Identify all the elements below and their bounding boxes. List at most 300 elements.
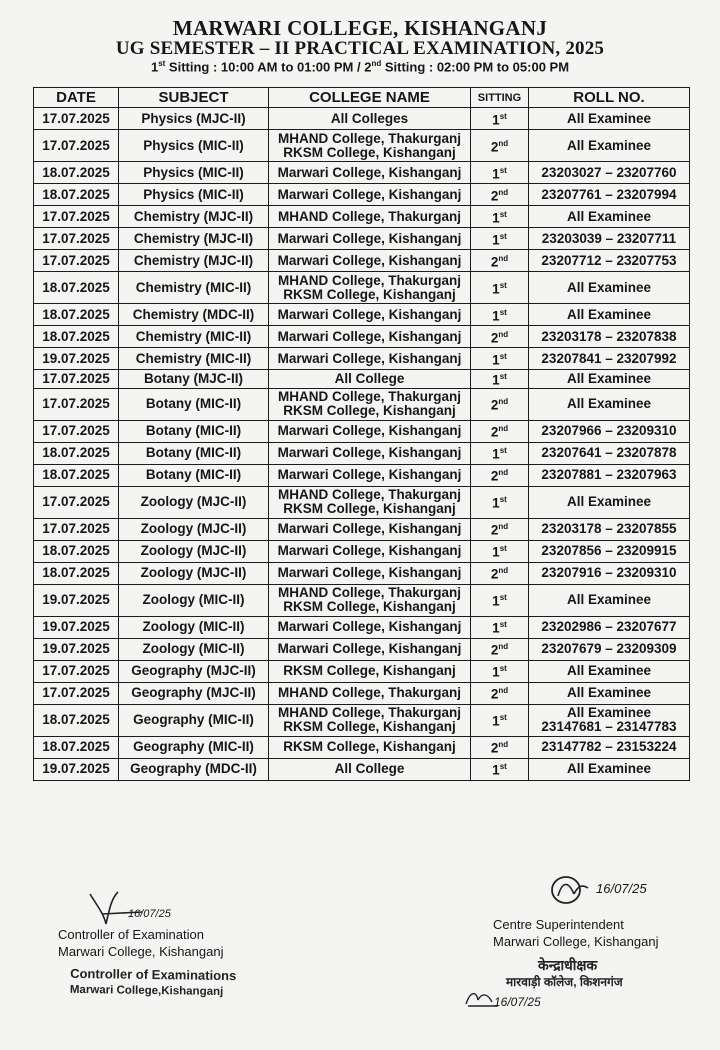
table-row: [34, 326, 690, 348]
cell-sitting: [471, 616, 529, 638]
college-name-line: All Colleges: [330, 110, 409, 126]
sitting-suffix: nd: [498, 522, 509, 532]
cell-sitting: [471, 370, 529, 389]
college-name-line: RKSM College, Kishanganj: [283, 719, 456, 734]
sitting-number: 1: [492, 166, 500, 182]
cell-date: 17.07.2025: [34, 250, 119, 272]
table-row: [34, 682, 690, 704]
roll-no-line: 23203178 – 23207838: [541, 328, 677, 344]
sitting-suffix: st: [499, 593, 507, 603]
cell-date: 17.07.2025: [34, 206, 119, 228]
sitting-number: 1: [492, 112, 500, 128]
cell-roll-no: [529, 616, 690, 638]
sitting-suffix: st: [499, 165, 507, 175]
college-title: MARWARI COLLEGE, KISHANGANJ: [172, 16, 548, 40]
col-header-college-name: COLLEGE NAME: [269, 88, 471, 108]
cell-date: 18.07.2025: [34, 540, 119, 562]
cell-date: 17.07.2025: [34, 486, 119, 518]
cell-subject: Geography (MJC-II): [119, 682, 269, 704]
cell-sitting: [471, 388, 529, 420]
sitting-suffix: nd: [498, 253, 509, 263]
cell-college-name: [269, 388, 471, 420]
cell-subject: Geography (MJC-II): [119, 660, 269, 682]
sitting-suffix: st: [499, 280, 507, 290]
table-row: [34, 228, 690, 250]
roll-no-line: All Examinee: [566, 494, 652, 509]
controller-stamp: [70, 965, 237, 1001]
table-row: [34, 304, 690, 326]
table-row: [34, 540, 690, 562]
cell-subject: Physics (MJC-II): [119, 108, 269, 130]
practical-schedule-table: [33, 87, 690, 781]
cell-roll-no: [529, 370, 690, 389]
cell-college-name: [269, 250, 471, 272]
cell-date: 19.07.2025: [34, 758, 119, 780]
sitting-suffix: nd: [498, 187, 509, 197]
cell-college-name: [269, 616, 471, 638]
cell-roll-no: [529, 348, 690, 370]
cell-subject: Chemistry (MIC-II): [119, 272, 269, 304]
cell-sitting: [471, 758, 529, 780]
table-row: [34, 584, 690, 616]
table-row: [34, 638, 690, 660]
roll-no-line: All Examinee: [566, 663, 652, 678]
cell-sitting: [471, 108, 529, 130]
table-row: [34, 486, 690, 518]
sitting-suffix: st: [499, 209, 507, 219]
cell-college-name: [269, 348, 471, 370]
cell-date: 17.07.2025: [34, 420, 119, 442]
college-name-line: Marwari College, Kishanganj: [277, 467, 462, 482]
cell-college-name: [269, 162, 471, 184]
college-name-line: Marwari College, Kishanganj: [277, 252, 462, 268]
sitting-suffix: nd: [498, 686, 509, 696]
sitting-number: 1: [492, 372, 500, 388]
college-name-line: All College: [334, 761, 405, 776]
sitting-number: 2: [490, 330, 499, 346]
roll-no-line: 23207881 – 23207963: [541, 467, 677, 482]
cell-sitting: [471, 704, 529, 736]
sitting-suffix: nd: [498, 740, 509, 750]
cell-sitting: [471, 304, 529, 326]
table-row: [34, 130, 690, 162]
cell-sitting: [471, 486, 529, 518]
cell-subject: Zoology (MJC-II): [119, 518, 269, 540]
cell-roll-no: [529, 704, 690, 736]
cell-roll-no: [529, 464, 690, 486]
cell-sitting: [471, 326, 529, 348]
roll-no-line: 23203039 – 23207711: [541, 230, 677, 246]
cell-sitting: [471, 348, 529, 370]
cell-college-name: [269, 518, 471, 540]
sitting-suffix: nd: [498, 329, 509, 339]
cell-subject: Geography (MIC-II): [119, 736, 269, 758]
sitting-suffix: st: [499, 111, 507, 121]
sitting-suffix: st: [499, 307, 507, 317]
sitting-suffix: st: [499, 446, 507, 456]
sitting-number: 1: [492, 762, 500, 778]
cell-date: 18.07.2025: [34, 464, 119, 486]
cell-date: 19.07.2025: [34, 638, 119, 660]
cell-sitting: [471, 272, 529, 304]
sitting-suffix: st: [499, 231, 507, 241]
roll-no-line: 23207856 – 23209915: [541, 543, 677, 558]
superintendent-college: Marwari College, Kishanganj: [493, 934, 659, 949]
col-header-subject: SUBJECT: [119, 88, 269, 108]
roll-no-line: All Examinee: [566, 110, 652, 126]
table-row: [34, 206, 690, 228]
cell-roll-no: [529, 562, 690, 584]
roll-no-line: 23147681 – 23147783: [541, 719, 677, 734]
roll-no-line: All Examinee: [566, 592, 652, 607]
sitting-number: 2: [490, 188, 499, 204]
table-header-row: [34, 88, 690, 108]
cell-sitting: [471, 442, 529, 464]
sitting-number: 1: [492, 495, 500, 511]
cell-roll-no: [529, 584, 690, 616]
sitting-number: 2: [490, 686, 499, 702]
college-name-line: Marwari College, Kishanganj: [277, 328, 462, 344]
cell-college-name: [269, 228, 471, 250]
cell-college-name: [269, 442, 471, 464]
cell-sitting: [471, 420, 529, 442]
cell-college-name: [269, 660, 471, 682]
college-name-line: RKSM College, Kishanganj: [283, 739, 456, 754]
exam-title: UG SEMESTER – II PRACTICAL EXAMINATION, 2025: [115, 38, 605, 59]
cell-sitting: [471, 250, 529, 272]
cell-college-name: [269, 486, 471, 518]
cell-roll-no: [529, 130, 690, 162]
controller-designation: [58, 926, 223, 960]
table-row: [34, 758, 690, 780]
roll-no-line: 23202986 – 23207677: [541, 619, 677, 634]
table-row: [34, 348, 690, 370]
cell-date: 17.07.2025: [34, 370, 119, 389]
sitting-number: 2: [490, 139, 499, 155]
college-name-line: MHAND College, Thakurganj: [277, 487, 461, 502]
cell-sitting: [471, 184, 529, 206]
cell-sitting: [471, 682, 529, 704]
cell-subject: Chemistry (MJC-II): [119, 228, 269, 250]
roll-no-line: All Examinee: [566, 705, 652, 720]
table-row: [34, 660, 690, 682]
sitting-suffix: nd: [498, 138, 509, 148]
sitting-number: 2: [490, 397, 499, 413]
college-name-line: MHAND College, Thakurganj: [277, 208, 461, 224]
college-name-line: Marwari College, Kishanganj: [277, 423, 462, 438]
superintendent-signature: [548, 872, 598, 906]
roll-no-line: 23203178 – 23207855: [541, 521, 677, 536]
cell-college-name: [269, 420, 471, 442]
cell-subject: Zoology (MJC-II): [119, 562, 269, 584]
controller-stamp-line2: Marwari College,Kishanganj: [69, 983, 224, 998]
cell-college-name: [269, 464, 471, 486]
college-name-line: RKSM College, Kishanganj: [283, 599, 456, 614]
college-name-line: All College: [334, 370, 405, 386]
cell-subject: Botany (MJC-II): [119, 370, 269, 389]
cell-subject: Zoology (MIC-II): [119, 616, 269, 638]
cell-sitting: [471, 162, 529, 184]
controller-signature-date: 16/07/25: [128, 908, 171, 920]
cell-college-name: [269, 704, 471, 736]
cell-subject: Geography (MIC-II): [119, 704, 269, 736]
controller-title: Controller of Examination: [58, 927, 204, 942]
cell-subject: Chemistry (MIC-II): [119, 348, 269, 370]
roll-no-line: 23207966 – 23209310: [541, 423, 677, 438]
cell-roll-no: [529, 162, 690, 184]
cell-date: 19.07.2025: [34, 348, 119, 370]
sitting-number: 1: [492, 446, 500, 462]
cell-college-name: [269, 304, 471, 326]
college-name-line: MHAND College, Thakurganj: [277, 705, 461, 720]
college-name-line: Marwari College, Kishanganj: [277, 445, 462, 460]
cell-college-name: [269, 682, 471, 704]
cell-date: 18.07.2025: [34, 736, 119, 758]
cell-date: 19.07.2025: [34, 616, 119, 638]
cell-sitting: [471, 638, 529, 660]
cell-date: 18.07.2025: [34, 326, 119, 348]
sitting-suffix: nd: [498, 468, 509, 478]
cell-date: 17.07.2025: [34, 108, 119, 130]
cell-college-name: [269, 584, 471, 616]
stamp-handwritten-date: 16/07/25: [494, 995, 541, 1009]
cell-roll-no: [529, 736, 690, 758]
cell-subject: Zoology (MJC-II): [119, 486, 269, 518]
cell-sitting: [471, 660, 529, 682]
sitting-number: 1: [492, 210, 500, 226]
college-name-line: Marwari College, Kishanganj: [277, 306, 462, 322]
cell-date: 18.07.2025: [34, 704, 119, 736]
cell-date: 17.07.2025: [34, 130, 119, 162]
superintendent-designation: [493, 916, 658, 950]
cell-date: 19.07.2025: [34, 584, 119, 616]
cell-college-name: [269, 130, 471, 162]
college-name-line: Marwari College, Kishanganj: [277, 230, 462, 246]
table-row: [34, 162, 690, 184]
sitting-suffix: nd: [498, 397, 509, 407]
table-row: [34, 250, 690, 272]
col-header-date: DATE: [34, 88, 119, 108]
table-row: [34, 518, 690, 540]
sitting-suffix: nd: [498, 566, 509, 576]
table-row: [34, 272, 690, 304]
sitting-suffix: st: [499, 620, 507, 630]
cell-date: 17.07.2025: [34, 388, 119, 420]
roll-no-line: 23207712 – 23207753: [541, 252, 677, 268]
table-row: [34, 420, 690, 442]
roll-no-line: All Examinee: [566, 761, 652, 776]
cell-roll-no: [529, 184, 690, 206]
cell-college-name: [269, 638, 471, 660]
roll-no-line: All Examinee: [566, 685, 652, 700]
sitting-number: 2: [490, 254, 499, 270]
cell-subject: Zoology (MIC-II): [119, 638, 269, 660]
roll-no-line: All Examinee: [566, 208, 652, 224]
cell-sitting: [471, 584, 529, 616]
cell-roll-no: [529, 108, 690, 130]
cell-college-name: [269, 108, 471, 130]
cell-date: 18.07.2025: [34, 304, 119, 326]
table-row: [34, 736, 690, 758]
college-name-line: MHAND College, Thakurganj: [277, 389, 461, 404]
cell-date: 17.07.2025: [34, 682, 119, 704]
sitting-number: 2: [490, 642, 499, 658]
cell-subject: Chemistry (MJC-II): [119, 250, 269, 272]
college-name-line: Marwari College, Kishanganj: [277, 619, 462, 634]
cell-sitting: [471, 518, 529, 540]
controller-stamp-line1: Controller of Examinations: [70, 965, 237, 984]
cell-subject: Chemistry (MIC-II): [119, 326, 269, 348]
table-row: [34, 442, 690, 464]
cell-subject: Chemistry (MJC-II): [119, 206, 269, 228]
cell-roll-no: [529, 326, 690, 348]
college-name-line: Marwari College, Kishanganj: [277, 641, 462, 656]
sitting-number: 1: [492, 620, 500, 636]
cell-college-name: [269, 540, 471, 562]
col-header-sitting: SITTING: [471, 88, 529, 108]
cell-date: 18.07.2025: [34, 272, 119, 304]
cell-date: 18.07.2025: [34, 442, 119, 464]
cell-roll-no: [529, 486, 690, 518]
sitting-number: 1: [492, 593, 500, 609]
sitting-number: 1: [492, 664, 500, 680]
cell-roll-no: [529, 442, 690, 464]
roll-no-line: All Examinee: [566, 370, 652, 386]
college-name-line: Marwari College, Kishanganj: [277, 164, 462, 180]
sitting-number: 1: [492, 713, 500, 729]
cell-date: 18.07.2025: [34, 562, 119, 584]
cell-subject: Physics (MIC-II): [119, 130, 269, 162]
cell-roll-no: [529, 660, 690, 682]
cell-sitting: [471, 464, 529, 486]
col-header-roll-no: ROLL NO.: [529, 88, 690, 108]
table-body: [34, 108, 690, 781]
cell-roll-no: [529, 682, 690, 704]
cell-subject: Physics (MIC-II): [119, 184, 269, 206]
cell-college-name: [269, 736, 471, 758]
roll-no-line: All Examinee: [566, 279, 652, 295]
superintendent-stamp: [506, 957, 623, 991]
sitting-number: 2: [490, 468, 499, 484]
superintendent-signature-date: 16/07/25: [596, 881, 647, 896]
sitting-suffix: st: [499, 713, 507, 723]
college-name-line: Marwari College, Kishanganj: [277, 350, 462, 366]
cell-college-name: [269, 184, 471, 206]
cell-roll-no: [529, 228, 690, 250]
cell-roll-no: [529, 638, 690, 660]
cell-subject: Botany (MIC-II): [119, 388, 269, 420]
cell-college-name: [269, 326, 471, 348]
cell-college-name: [269, 758, 471, 780]
cell-date: 18.07.2025: [34, 184, 119, 206]
table-row: [34, 388, 690, 420]
sitting-suffix: nd: [498, 424, 509, 434]
sitting-timings: 1st Sitting : 10:00 AM to 01:00 PM / 2nd Sitting : 02:00 PM to 05:00 PM: [150, 59, 570, 75]
college-name-line: Marwari College, Kishanganj: [277, 186, 462, 202]
college-name-line: MHAND College, Thakurganj: [277, 585, 461, 600]
table-row: [34, 184, 690, 206]
table-row: [34, 464, 690, 486]
cell-college-name: [269, 272, 471, 304]
table-row: [34, 370, 690, 389]
roll-no-line: 23203027 – 23207760: [541, 164, 677, 180]
sitting-suffix: st: [499, 351, 507, 361]
cell-roll-no: [529, 304, 690, 326]
sitting-number: 1: [492, 281, 500, 297]
cell-subject: Botany (MIC-II): [119, 420, 269, 442]
cell-subject: Botany (MIC-II): [119, 464, 269, 486]
cell-roll-no: [529, 250, 690, 272]
superintendent-stamp-line1: केन्द्राधीक्षक: [538, 957, 598, 973]
cell-subject: Botany (MIC-II): [119, 442, 269, 464]
cell-sitting: [471, 562, 529, 584]
college-name-line: Marwari College, Kishanganj: [277, 565, 462, 580]
college-name-line: MHAND College, Thakurganj: [277, 272, 461, 288]
college-name-line: MHAND College, Thakurganj: [277, 685, 461, 700]
cell-subject: Geography (MDC-II): [119, 758, 269, 780]
sitting-number: 1: [492, 232, 500, 248]
college-name-line: RKSM College, Kishanganj: [283, 403, 456, 418]
sitting-suffix: nd: [498, 642, 509, 652]
cell-roll-no: [529, 272, 690, 304]
sitting-number: 2: [490, 566, 499, 582]
cell-roll-no: [529, 540, 690, 562]
cell-roll-no: [529, 388, 690, 420]
roll-no-line: 23207841 – 23207992: [541, 350, 677, 366]
table-row: [34, 704, 690, 736]
college-name-line: Marwari College, Kishanganj: [277, 521, 462, 536]
sitting-suffix: st: [499, 664, 507, 674]
cell-subject: Chemistry (MDC-II): [119, 304, 269, 326]
cell-roll-no: [529, 758, 690, 780]
college-name-line: RKSM College, Kishanganj: [283, 144, 456, 160]
sitting-suffix: st: [499, 544, 507, 554]
cell-sitting: [471, 130, 529, 162]
sitting-suffix: st: [499, 495, 507, 505]
cell-sitting: [471, 206, 529, 228]
cell-college-name: [269, 562, 471, 584]
sitting-suffix: st: [499, 762, 507, 772]
sitting-number: 2: [490, 522, 499, 538]
cell-roll-no: [529, 420, 690, 442]
sitting-number: 2: [490, 424, 499, 440]
cell-sitting: [471, 540, 529, 562]
cell-date: 17.07.2025: [34, 518, 119, 540]
cell-subject: Zoology (MIC-II): [119, 584, 269, 616]
cell-subject: Zoology (MJC-II): [119, 540, 269, 562]
roll-no-line: 23207916 – 23209310: [541, 565, 677, 580]
sitting-number: 1: [492, 308, 500, 324]
cell-roll-no: [529, 206, 690, 228]
roll-no-line: All Examinee: [566, 396, 652, 411]
roll-no-line: 23207679 – 23209309: [541, 641, 677, 656]
sitting-suffix: st: [499, 372, 507, 381]
table-row: [34, 108, 690, 130]
roll-no-line: All Examinee: [566, 306, 652, 322]
cell-sitting: [471, 228, 529, 250]
college-name-line: RKSM College, Kishanganj: [283, 286, 456, 302]
college-name-line: RKSM College, Kishanganj: [283, 663, 456, 678]
cell-date: 17.07.2025: [34, 228, 119, 250]
cell-college-name: [269, 370, 471, 389]
roll-no-line: 23207761 – 23207994: [541, 186, 677, 202]
college-name-line: Marwari College, Kishanganj: [277, 543, 462, 558]
cell-subject: Physics (MIC-II): [119, 162, 269, 184]
superintendent-title: Centre Superintendent: [493, 917, 624, 932]
roll-no-line: 23147782 – 23153224: [541, 739, 677, 754]
sitting-number: 1: [492, 544, 500, 560]
college-name-line: MHAND College, Thakurganj: [277, 130, 461, 146]
